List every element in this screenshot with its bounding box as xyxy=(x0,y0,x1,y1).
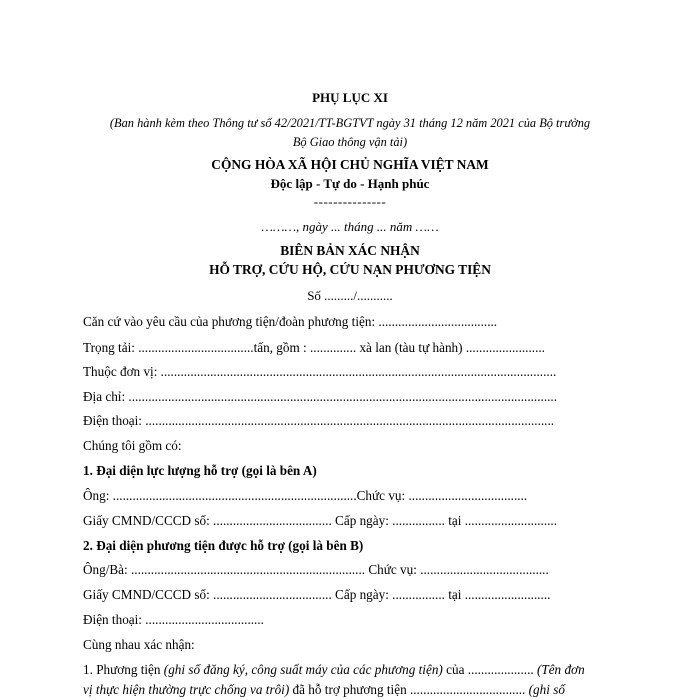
item-1-text-c: của .................... xyxy=(442,662,537,677)
participants-intro: Chúng tôi gồm có: xyxy=(83,438,182,453)
document-title-1: BIÊN BẢN XÁC NHẬN xyxy=(280,243,420,258)
issued-note-line-1: (Ban hành kèm theo Thông tư số 42/2021/TT-BGTVT ngày 31 tháng 12 năm 2021 của Bộ trưởng xyxy=(109,116,591,130)
section-b-heading: 2. Đại diện phương tiện được hỗ trợ (gọi là bên B) xyxy=(83,538,364,553)
motto: Độc lập - Tự do - Hạnh phúc xyxy=(270,176,430,191)
party-a-name-line: Ông: ..........................................................................Chức vụ: .................................... xyxy=(83,488,528,503)
confirm-intro: Cùng nhau xác nhận: xyxy=(83,637,195,652)
item-1-text-d: (Tên đơn xyxy=(536,662,585,677)
request-line: Căn cứ vào yêu cầu của phương tiện/đoàn phương tiện: .................................... xyxy=(83,314,498,329)
header-separator: --------------- xyxy=(313,194,387,209)
date-line: ………, ngày ... tháng ... năm …… xyxy=(261,219,439,234)
item-1-text-g: (ghi số xyxy=(528,682,565,697)
phone-line: Điện thoại: ............................................................................................................................ xyxy=(83,413,555,428)
item-1-text-e: vị thực hiện thường trực chống va trôi) xyxy=(83,682,290,697)
nation-title: CỘNG HÒA XÃ HỘI CHỦ NGHĨA VIỆT NAM xyxy=(211,157,489,172)
section-a-heading: 1. Đại diện lực lượng hỗ trợ (gọi là bên A) xyxy=(83,463,317,478)
party-a-id-line: Giấy CMND/CCCD số: .................................... Cấp ngày: ................ tại ............................ xyxy=(83,513,558,528)
party-b-phone-line: Điện thoại: .................................... xyxy=(83,612,264,627)
document-number: Số ........./........... xyxy=(307,288,393,303)
item-1-text-b: (ghi số đăng ký, công suất máy của các phương tiện) xyxy=(163,662,443,677)
party-b-id-line: Giấy CMND/CCCD số: .................................... Cấp ngày: ................ tại .......................... xyxy=(83,587,551,602)
issued-note-line-2: Bộ Giao thông vận tải) xyxy=(292,135,408,149)
item-1-line-1 xyxy=(83,662,585,678)
document-title-2: HỖ TRỢ, CỨU HỘ, CỨU NẠN PHƯƠNG TIỆN xyxy=(209,262,491,277)
appendix-title: PHỤ LỤC XI xyxy=(312,90,388,105)
item-1-text-a: 1. Phương tiện xyxy=(83,662,164,677)
address-line: Địa chỉ: .................................................................................................................................. xyxy=(83,389,558,404)
item-1-text-f: đã hỗ trợ phương tiện ................................... xyxy=(289,682,529,697)
unit-line: Thuộc đơn vị: ........................................................................................................................ xyxy=(83,364,557,379)
party-b-name-line: Ông/Bà: ....................................................................... Chức vụ: ....................................... xyxy=(83,562,549,577)
item-1-line-2 xyxy=(83,682,565,698)
tonnage-line: Trọng tải: ...................................tấn, gồm : .............. xà lan (tàu tự hành) ........................ xyxy=(83,340,545,355)
